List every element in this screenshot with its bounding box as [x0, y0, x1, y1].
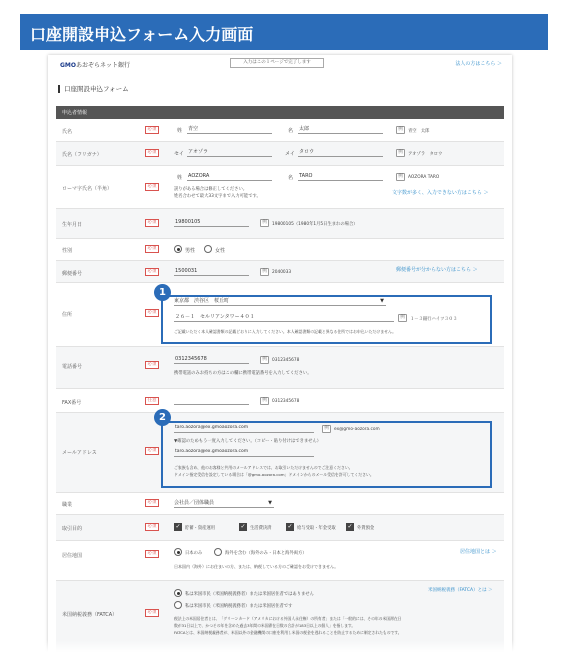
email-input[interactable]: taro.aozora@ex.gmoaozora.com — [174, 424, 314, 433]
roman-mei-input[interactable]: TARO — [298, 172, 383, 181]
us-person-radio[interactable] — [174, 601, 182, 609]
email-label: メールアドレス — [62, 450, 97, 456]
address-label: 住所 — [62, 312, 73, 318]
row-fax — [56, 389, 504, 413]
example-badge: 例 — [260, 356, 269, 364]
male-radio[interactable] — [174, 245, 182, 253]
street-input[interactable]: ２６－１ セルリアンタワー４０１ — [174, 313, 394, 322]
logo-sub: あおぞらネット銀行 — [76, 62, 131, 69]
row-birth — [56, 209, 504, 239]
fax-example: 0312345678 — [272, 399, 300, 404]
email-confirm-input[interactable]: taro.aozora@ex.gmoaozora.com — [174, 448, 314, 457]
phone-note: 携帯電話のみお持ちの方はこの欄に携帯電話番号を入力してください。 — [174, 371, 312, 376]
residence-label: 居住地国 — [62, 553, 83, 559]
address-step-badge: 1 — [154, 284, 171, 301]
roman-sei-label: 姓 — [177, 175, 183, 181]
name-label: 氏名 — [62, 129, 73, 135]
prefecture-value: 東京都 渋谷区 桜丘町 — [174, 298, 230, 304]
overseas-radio[interactable] — [214, 548, 222, 556]
example-badge: 例 — [260, 397, 269, 405]
required-badge: 必須 — [145, 609, 159, 617]
phone-input[interactable]: 0312345678 — [174, 355, 249, 364]
fax-label: FAX番号 — [62, 400, 82, 406]
email-note1: ご家族も含め、他のお客様と共用のメールアドレスでは、お取引いただけませんのでご注意ください。 — [174, 465, 353, 470]
single-page-notice: 入力はこの１ページで完了します — [230, 58, 324, 68]
purpose-item: 外貨預金 — [357, 526, 375, 531]
roman-note1: 誤りがある場合は修正してください。 — [174, 187, 248, 192]
residence-note: 日本国内（海外）にお住まいの方、または、納税している方のご確認をお受けできません。 — [174, 564, 339, 569]
occupation-label: 職業 — [62, 502, 73, 508]
form-header — [48, 55, 512, 73]
page-title-bar — [20, 14, 548, 50]
occupation-value: 会社員／団体職員 — [174, 500, 215, 506]
chevron-down-icon: ▼ — [268, 500, 272, 506]
email-note2: ドメイン指定受信を設定している場合は「@gmo-aozora.com」ドメインからのメール受信を許可してください。 — [174, 472, 374, 477]
phone-example: 0312345678 — [272, 358, 300, 363]
row-roman — [56, 166, 504, 209]
sei-input[interactable]: 青空 — [187, 125, 272, 134]
row-name — [56, 119, 504, 142]
row-postal — [56, 261, 504, 283]
row-gender — [56, 239, 504, 261]
address-note: ご記載いただく本人確認書類の記載どおりに入力してください。本人確認書類の記載と異なる住所ではお申込いただけません。 — [174, 329, 396, 334]
check-icon[interactable]: ✓ — [347, 523, 353, 530]
japan-only-radio[interactable] — [174, 548, 182, 556]
roman-label: ローマ字氏名（半角） — [62, 186, 113, 192]
postal-search-link[interactable]: 郵便番号が分からない方はこちら ＞ — [396, 267, 478, 273]
required-badge: 必須 — [145, 268, 159, 276]
logo-main: GMO — [60, 62, 76, 69]
roman-example: AOZORA TARO — [408, 175, 440, 180]
required-badge: 必須 — [145, 550, 159, 558]
purpose-label: 取引目的 — [62, 526, 83, 532]
corporate-link[interactable]: 法人の方はこちら ＞ — [455, 61, 502, 67]
kana-mei-input[interactable]: タロウ — [298, 148, 383, 157]
purpose-item: 生活費決済 — [250, 526, 272, 531]
fatca-option1: 私は米国市民（米国納税義務者）または米国居住者ではありません — [185, 592, 314, 597]
fatca-label: 米国納税義務（FATCA） — [62, 612, 118, 618]
required-badge: 必須 — [145, 245, 159, 253]
phone-label: 電話番号 — [62, 364, 83, 370]
check-icon[interactable]: ✓ — [287, 523, 293, 530]
female-radio[interactable] — [204, 245, 212, 253]
occupation-select[interactable] — [174, 499, 274, 508]
kana-sei-label: セイ — [174, 151, 184, 157]
postal-example: 2040033 — [272, 270, 292, 275]
optional-badge: 任意 — [145, 397, 159, 405]
required-badge: 必須 — [145, 149, 159, 157]
row-kana — [56, 142, 504, 166]
check-icon[interactable]: ✓ — [240, 523, 246, 530]
male-label: 男性 — [185, 248, 196, 254]
fax-input[interactable] — [174, 396, 249, 405]
purpose-item: 貯蓄・資産運用 — [185, 526, 216, 531]
example-badge: 例 — [396, 173, 405, 181]
birth-input[interactable]: 19800105 — [174, 218, 249, 227]
birth-label: 生年月日 — [62, 222, 83, 228]
required-badge: 必須 — [145, 523, 159, 531]
mei-label: 名 — [288, 128, 294, 134]
kana-example: アオゾラ タロウ — [408, 152, 443, 157]
japan-only-label: 日本のみ — [185, 551, 203, 556]
email-example: ex@gmo-aozora.com — [334, 427, 380, 432]
kana-mei-label: メイ — [285, 151, 295, 157]
not-us-person-radio[interactable] — [174, 589, 182, 597]
required-badge: 必須 — [145, 447, 159, 455]
example-badge: 例 — [260, 268, 269, 276]
required-badge: 必須 — [145, 499, 159, 507]
address-example: １－３銀行ハイツ３０３ — [410, 317, 458, 322]
required-badge: 必須 — [145, 361, 159, 369]
postal-label: 郵便番号 — [62, 271, 83, 277]
row-residence — [56, 541, 504, 581]
roman-help-link[interactable]: 文字数が多く、入力できない方はこちら ＞ — [392, 190, 489, 196]
example-badge: 例 — [260, 219, 269, 227]
name-example: 青空 太郎 — [408, 129, 430, 134]
roman-sei-input[interactable]: AOZORA — [187, 172, 272, 181]
required-badge: 必須 — [145, 126, 159, 134]
overseas-label: 海外を含む（海外のみ・日本と海外両方） — [225, 551, 307, 556]
email-step-badge: 2 — [154, 409, 171, 426]
row-phone — [56, 347, 504, 389]
kana-label: 氏名（フリガナ） — [62, 152, 102, 158]
fatca-note1: 税法上の米国居住者とは、「グリーンカード（アメリカにおける外国人永住権）の所有者」または「一般的には、その年の米国滞在日 — [174, 616, 402, 621]
roman-mei-label: 名 — [288, 175, 294, 181]
kana-sei-input[interactable]: アオゾラ — [187, 148, 272, 157]
required-badge: 必須 — [145, 183, 159, 191]
residence-help-link[interactable]: 居住地国とは ＞ — [460, 549, 497, 555]
birth-example: 19800105（1980年1月5日生まれの場合） — [272, 222, 358, 227]
address-highlight — [161, 295, 492, 344]
gender-label: 性別 — [62, 248, 73, 254]
section-header: 申込者情報 — [56, 106, 504, 119]
check-icon[interactable]: ✓ — [175, 523, 181, 530]
roman-note2: 姓名合わせて最大33文字まで入力可能です。 — [174, 194, 261, 199]
example-badge: 例 — [322, 425, 331, 433]
email-confirm-note: ▼確認のためもう一度入力してください。（コピー・貼り付けはできません） — [174, 439, 322, 444]
fatca-note2: 数が31日以上で、かつその年を含めた過去3年間の米国滞在日数の合計が183日以上の個人」を指します。 — [174, 623, 356, 628]
email-highlight — [161, 421, 492, 488]
row-purpose — [56, 515, 504, 541]
postal-input[interactable]: 1500031 — [174, 267, 249, 276]
fatca-help-link[interactable]: 米国納税義務（FATCA）とは ＞ — [428, 588, 493, 593]
mei-input[interactable]: 太郎 — [298, 125, 383, 134]
chevron-down-icon: ▼ — [380, 298, 384, 304]
example-badge: 例 — [396, 126, 405, 134]
example-badge: 例 — [398, 314, 407, 322]
example-badge: 例 — [396, 149, 405, 157]
female-label: 女性 — [215, 248, 226, 254]
purpose-item: 給与受取・年金受取 — [297, 526, 336, 531]
bank-logo — [60, 60, 130, 69]
sei-label: 姓 — [177, 128, 183, 134]
required-badge: 必須 — [145, 219, 159, 227]
fatca-option2: 私は米国市民（米国納税義務者）または米国居住者です — [185, 604, 293, 609]
fatca-note3: FATCAとは、米国納税義務者が、米国以外の金融機関の口座を利用し米国の税金を逃れることを防止するために制定されたものです。 — [174, 630, 402, 635]
form-card — [48, 55, 512, 652]
row-occupation — [56, 493, 504, 515]
page-title: 口座開設申込フォーム入力画面 — [30, 25, 254, 44]
form-title: 口座開設申込フォーム — [58, 85, 129, 93]
required-badge: 必須 — [145, 309, 159, 317]
bottom-fade — [0, 640, 563, 652]
